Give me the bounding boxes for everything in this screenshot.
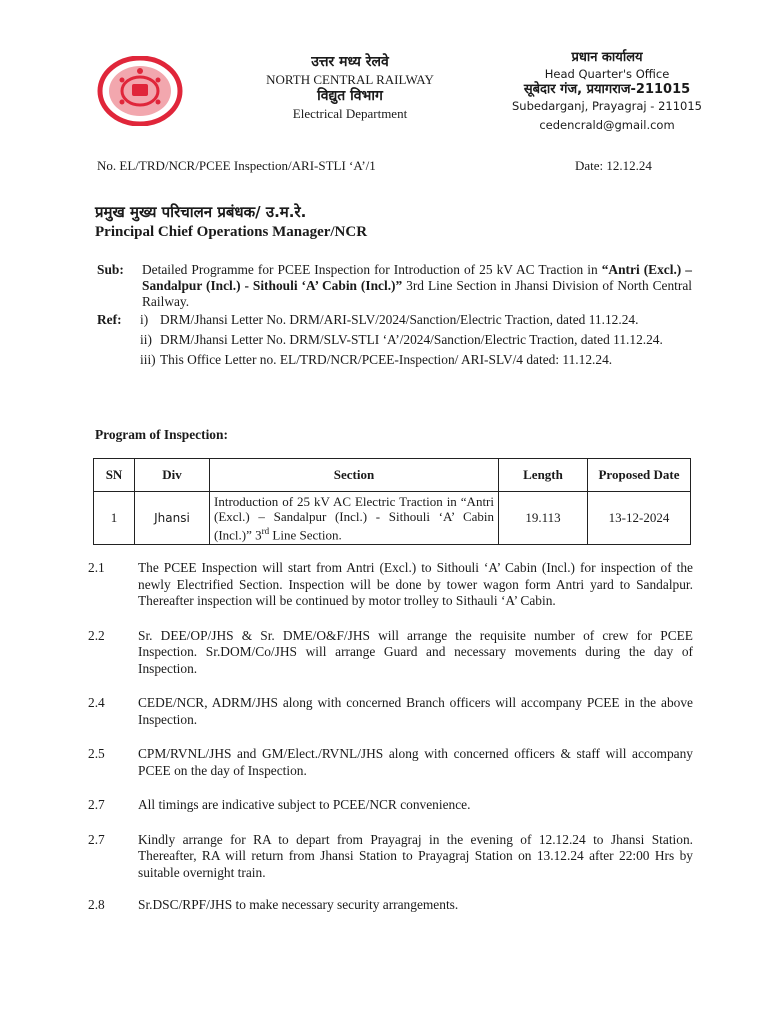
dept-name-english: Electrical Department (292, 106, 408, 121)
org-name-hindi: उत्तर मध्य रेलवे (311, 54, 389, 70)
cell-section-text: Introduction of 25 kV AC Electric Traction in “Antri (Excl.) – Sandalpur (Incl.) - Sithouli ‘A’ Cabin (Incl.)” 3 (214, 493, 494, 543)
reference-item (140, 332, 695, 348)
list-item (88, 897, 693, 914)
cell-date: 13-12-2024 (588, 492, 691, 545)
office-address-hindi: सूबेदार गंज, प्रयागराज-211015 (523, 82, 691, 97)
office-name-english: Head Quarter's Office (544, 67, 670, 81)
list-item (88, 695, 693, 728)
subject-label: Sub: (97, 262, 124, 277)
point-number: 2.2 (88, 627, 105, 643)
reference-label: Ref: (97, 312, 122, 327)
col-section: Section (210, 459, 499, 492)
inspection-table (93, 458, 691, 545)
subject-text (142, 262, 692, 310)
col-length: Length (499, 459, 588, 492)
subject-section-name: “Antri (Excl.) – Sandalpur (Incl.) - Sithouli ‘A’ Cabin (Incl.)” (142, 262, 692, 293)
reference-text: This Office Letter no. EL/TRD/NCR/PCEE-Inspection/ ARI-SLV/4 dated: 11.12.24. (160, 352, 613, 367)
list-item (88, 832, 693, 882)
reference-list (140, 312, 695, 372)
reference-number: iii) (140, 352, 156, 367)
subject-part-2: 3rd Line Section in Jhansi Division of North Central Railway. (142, 278, 692, 309)
list-item (88, 797, 693, 814)
point-number: 2.1 (88, 560, 105, 575)
point-text: Sr. DEE/OP/JHS & Sr. DME/O&F/JHS will arrange the requisite number of crew for PCEE Inspection. Sr.DOM/Co/JHS will arrange Guard and necessary movements during the day of Inspection. (138, 627, 693, 676)
org-header (250, 54, 450, 122)
cell-div: Jhansi (135, 492, 210, 545)
org-name-english: NORTH CENTRAL RAILWAY (266, 72, 434, 87)
list-item (88, 746, 693, 779)
office-address-english: Subedarganj, Prayagraj - 211015 (512, 99, 702, 113)
program-title: Program of Inspection: (95, 427, 228, 442)
indian-railways-emblem-icon (97, 56, 183, 126)
letter-date: Date: 12.12.24 (575, 158, 652, 173)
point-number: 2.4 (88, 695, 105, 710)
point-text: All timings are indicative subject to PCEE/NCR convenience. (138, 797, 471, 812)
office-header (497, 50, 717, 133)
cell-section (210, 492, 499, 545)
table-header-row (94, 459, 691, 492)
addressee-english: Principal Chief Operations Manager/NCR (95, 224, 368, 240)
cell-sn: 1 (94, 492, 135, 545)
point-number: 2.8 (88, 897, 105, 912)
list-item (88, 560, 693, 610)
col-proposed-date: Proposed Date (588, 459, 691, 492)
reference-text: DRM/Jhansi Letter No. DRM/ARI-SLV/2024/Sanction/Electric Traction, dated 11.12.24. (160, 312, 639, 327)
point-number: 2.7 (88, 797, 105, 812)
col-div: Div (135, 459, 210, 492)
reference-item (140, 312, 695, 328)
cell-length: 19.113 (499, 492, 588, 545)
cell-section-sup: rd (261, 525, 270, 536)
reference-number: ii) (140, 332, 152, 347)
point-text: CEDE/NCR, ADRM/JHS along with concerned Branch officers will accompany PCEE in the above Inspection. (138, 695, 693, 727)
point-text: CPM/RVNL/JHS and GM/Elect./RVNL/JHS along with concerned officers & staff will accompany PCEE on the day of Inspection. (138, 746, 693, 778)
office-email: cedencrald@gmail.com (539, 118, 675, 132)
point-number: 2.5 (88, 746, 105, 761)
reference-text: DRM/Jhansi Letter No. DRM/SLV-STLI ‘A’/2024/Sanction/Electric Traction, dated 11.12.24. (160, 332, 663, 347)
cell-section-tail: Line Section. (269, 527, 342, 543)
reference-number: i) (140, 312, 149, 327)
office-name-hindi: प्रधान कार्यालय (571, 50, 643, 65)
col-sn: SN (94, 459, 135, 492)
instruction-points (88, 560, 693, 914)
list-item (88, 628, 693, 678)
point-text: Sr.DSC/RPF/JHS to make necessary security arrangements. (138, 897, 459, 912)
point-text: Kindly arrange for RA to depart from Prayagraj in the evening of 12.12.24 to Jhansi Station. Thereafter, RA will return from Jhansi Station to Prayagraj Station on 13.12.24 after 22:00 Hrs by suitable overnight train. (138, 831, 693, 880)
point-number: 2.7 (88, 831, 105, 847)
point-text: The PCEE Inspection will start from Antri (Excl.) to Sithouli ‘A’ Cabin (Incl.) for inspection of the newly Electrified Section. Inspection will be done by tower wagon form Antri yard to Sandalpur. Thereafter inspection will be continued by motor trolley to Sithauli ‘A’ Cabin. (138, 560, 693, 608)
addressee-hindi: प्रमुख मुख्य परिचालन प्रबंधक/ उ.म.रे. (95, 203, 307, 221)
dept-name-hindi: विद्युत विभाग (317, 88, 383, 104)
table-row (94, 492, 691, 545)
reference-item (140, 352, 695, 368)
letter-ref-no: No. EL/TRD/NCR/PCEE Inspection/ARI-STLI ‘A’/1 (97, 158, 376, 173)
subject-part-1: Detailed Programme for PCEE Inspection for Introduction of 25 kV AC Traction in (142, 262, 598, 277)
